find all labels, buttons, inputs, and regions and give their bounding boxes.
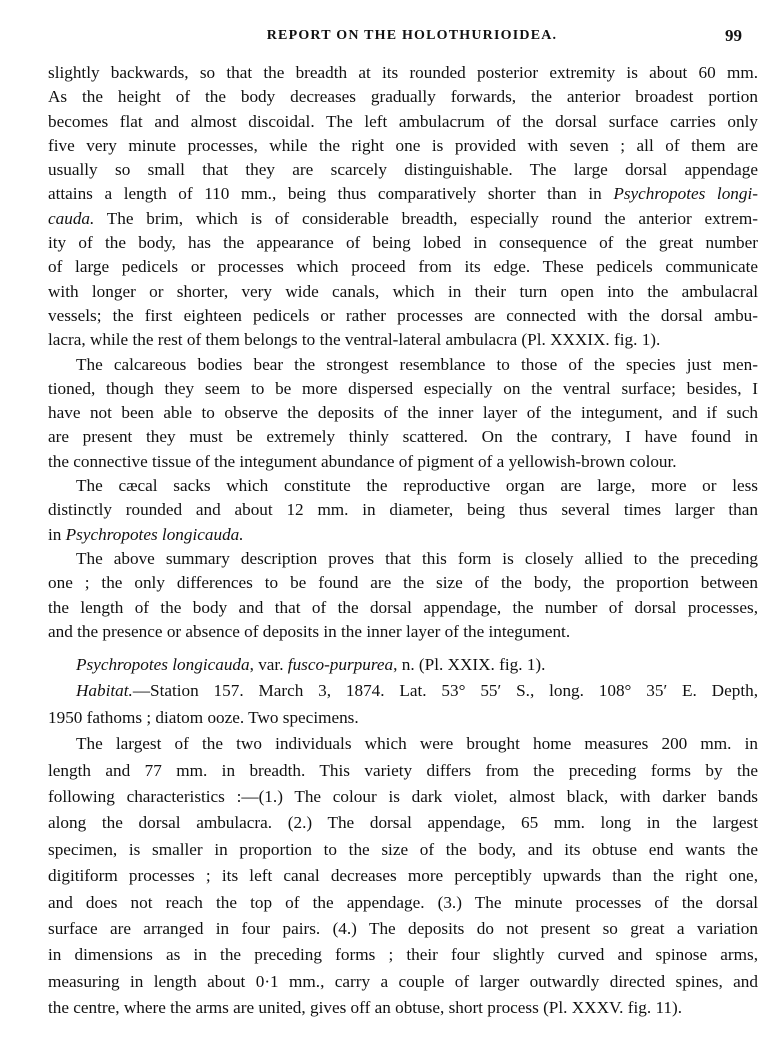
text-run: The brim, which is of considerable breadth, especially round the anterior extrem- bbox=[94, 208, 758, 228]
italic-text: fusco-purpurea bbox=[287, 655, 394, 674]
paragraph bbox=[48, 547, 758, 644]
text-run: The above summary description proves that this form is closely allied to the preceding bbox=[76, 548, 758, 568]
text-run: and does not reach the top of the appendage. (3.) The minute processes of the dorsal bbox=[48, 892, 758, 912]
text-line bbox=[48, 810, 758, 836]
text-line bbox=[48, 328, 758, 352]
text-line bbox=[48, 207, 758, 231]
text-line bbox=[48, 571, 758, 595]
text-run: surface are arranged in four pairs. (4.) The deposits do not present so great a variation bbox=[48, 919, 758, 939]
text-run: one ; the only differences to be found are the size of the body, the proportion between bbox=[48, 573, 758, 593]
text-run: of large pedicels or processes which proceed from its edge. These pedicels communicate bbox=[48, 257, 758, 277]
text-run: As the height of the body decreases gradually forwards, the anterior broadest portion bbox=[48, 87, 758, 107]
text-run: becomes flat and almost discoidal. The left ambulacrum of the dorsal surface carries only bbox=[48, 111, 758, 131]
text-run: along the dorsal ambulacra. (2.) The dorsal appendage, 65 mm. long in the largest bbox=[48, 813, 758, 833]
text-line bbox=[48, 863, 758, 889]
text-run: vessels; the first eighteen pedicels or rather processes are connected with the dorsal ambu- bbox=[48, 305, 758, 325]
text-line bbox=[48, 969, 758, 995]
paragraph bbox=[48, 678, 758, 731]
text-run: attains a length of 110 mm., being thus comparatively shorter than in bbox=[48, 184, 614, 204]
text-run: distinctly rounded and about 12 mm. in diameter, being thus several times larger than bbox=[48, 500, 758, 520]
italic-text: Habitat. bbox=[76, 681, 133, 701]
text-run: length and 77 mm. in breadth. This variety differs from the preceding forms by the bbox=[48, 760, 758, 780]
page-number: 99 bbox=[725, 26, 742, 45]
italic-text: cauda. bbox=[48, 208, 95, 228]
text-run: —Station 157. March 3, 1874. Lat. 53° 55′ S., long. 108° 35′ E. Depth, bbox=[132, 681, 758, 701]
text-run: in bbox=[48, 524, 66, 544]
text-line bbox=[48, 85, 758, 109]
text-line bbox=[48, 61, 758, 85]
text-line bbox=[48, 377, 758, 401]
text-line bbox=[48, 547, 758, 571]
text-run: the connective tissue of the integument abundance of pigment of a yellowish-brown colour. bbox=[48, 451, 677, 471]
text-line bbox=[48, 620, 758, 644]
paragraph bbox=[48, 61, 758, 353]
text-run: specimen, is smaller in proportion to the size of the body, and its obtuse end wants the bbox=[48, 839, 758, 859]
italic-text: Psychropotes longicauda bbox=[76, 655, 250, 674]
running-title: REPORT ON THE HOLOTHURIOIDEA. bbox=[266, 28, 558, 43]
text-block-variety bbox=[48, 652, 758, 1022]
text-line bbox=[48, 134, 758, 158]
text-line bbox=[48, 652, 758, 678]
text-line bbox=[48, 784, 758, 810]
text-run: , n. (Pl. XXIX. fig. 1). bbox=[393, 655, 546, 674]
text-run: slightly backwards, so that the breadth at its rounded posterior extremity is about 60 mm. bbox=[48, 63, 758, 82]
text-line bbox=[48, 255, 758, 279]
text-run: following characteristics :—(1.) The colour is dark violet, almost black, with darker bands bbox=[48, 787, 758, 807]
text-line bbox=[48, 916, 758, 942]
text-line bbox=[48, 596, 758, 620]
text-line bbox=[48, 523, 758, 547]
text-line bbox=[48, 678, 758, 704]
text-line bbox=[48, 231, 758, 255]
paragraph bbox=[48, 474, 758, 547]
text-line bbox=[48, 401, 758, 425]
paragraph bbox=[48, 731, 758, 1021]
text-run: usually so small that they are scarcely distinguishable. The large dorsal appendage bbox=[48, 160, 758, 180]
text-run: tioned, though they seem to be more dispersed especially on the ventral surface; besides, I bbox=[48, 378, 758, 398]
text-run: The calcareous bodies bear the strongest resemblance to those of the species just men- bbox=[76, 354, 758, 374]
text-line bbox=[48, 304, 758, 328]
text-run: in dimensions as in the preceding forms ; their four slightly curved and spinose arms, bbox=[48, 945, 758, 965]
paragraph bbox=[48, 353, 758, 474]
text-line bbox=[48, 425, 758, 449]
text-run: with longer or shorter, very wide canals, which in their turn open into the ambulacral bbox=[48, 281, 758, 301]
paragraph bbox=[48, 652, 758, 678]
text-block-description bbox=[48, 61, 758, 644]
text-run: , var. bbox=[249, 655, 288, 674]
text-run: digitiform processes ; its left canal decreases more perceptibly upwards than the right one, bbox=[48, 866, 758, 886]
text-line bbox=[48, 890, 758, 916]
text-run: are present they must be extremely thinly scattered. On the contrary, I have found in bbox=[48, 427, 758, 447]
text-line bbox=[48, 474, 758, 498]
italic-text: Psychropotes longi- bbox=[613, 184, 758, 204]
text-line bbox=[48, 705, 758, 731]
text-line bbox=[48, 450, 758, 474]
text-run: five very minute processes, while the right one is provided with seven ; all of them are bbox=[48, 135, 758, 155]
text-run: 1950 fathoms ; diatom ooze. Two specimens. bbox=[48, 707, 359, 727]
italic-text: Psychropotes longicauda. bbox=[65, 524, 244, 544]
text-run: lacra, while the rest of them belongs to the ventral-lateral ambulacra (Pl. XXXIX. fig. 1). bbox=[48, 330, 661, 350]
text-run: ity of the body, has the appearance of being lobed in consequence of the great number bbox=[48, 233, 758, 253]
text-line bbox=[48, 837, 758, 863]
text-line bbox=[48, 110, 758, 134]
text-line bbox=[48, 942, 758, 968]
text-run: the length of the body and that of the dorsal appendage, the number of dorsal processes, bbox=[48, 597, 758, 617]
text-line bbox=[48, 758, 758, 784]
text-line bbox=[48, 995, 758, 1021]
text-line bbox=[48, 498, 758, 522]
text-run: measuring in length about 0·1 mm., carry a couple of larger outwardly directed spines, and bbox=[48, 971, 758, 991]
text-run: have not been able to observe the deposits of the inner layer of the integument, and if such bbox=[48, 403, 758, 423]
text-line bbox=[48, 731, 758, 757]
text-line bbox=[48, 182, 758, 206]
text-line bbox=[48, 280, 758, 304]
text-run: the centre, where the arms are united, gives off an obtuse, short process (Pl. XXXV. fig. 11). bbox=[48, 998, 683, 1018]
text-run: and the presence or absence of deposits in the inner layer of the integument. bbox=[48, 621, 571, 641]
text-run: The cæcal sacks which constitute the reproductive organ are large, more or less bbox=[76, 476, 758, 496]
text-run: The largest of the two individuals which were brought home measures 200 mm. in bbox=[76, 734, 758, 754]
text-line bbox=[48, 158, 758, 182]
text-line bbox=[48, 353, 758, 377]
